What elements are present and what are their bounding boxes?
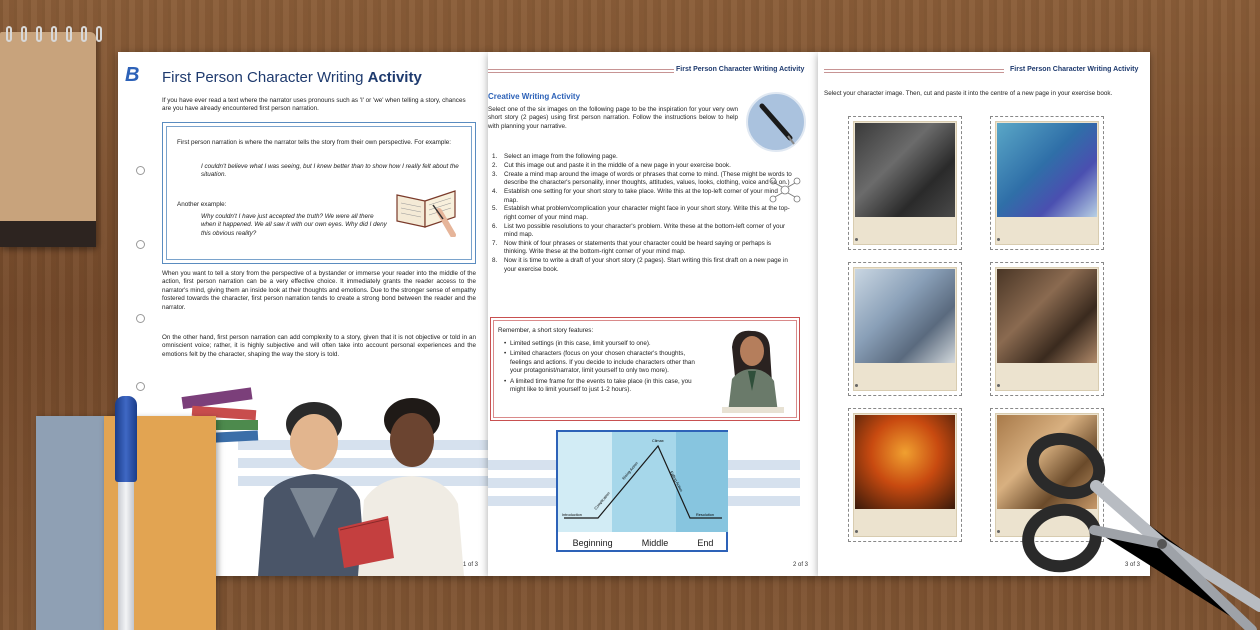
list-item: • Limited settings (in this case, limit yourself to one). (504, 340, 704, 348)
scissors-icon (1012, 426, 1260, 630)
arc-point-label: Falling Action (669, 470, 684, 493)
notebook-spiral (6, 26, 102, 42)
character-card-surgeon[interactable] (990, 116, 1104, 250)
punch-hole (136, 240, 145, 249)
page-number: 2 of 3 (792, 562, 808, 568)
pen-icon (746, 92, 806, 152)
punch-hole (136, 166, 145, 175)
another-example-label: Another example: (177, 201, 227, 208)
page-number: 3 of 3 (1124, 562, 1140, 568)
pen-cap (115, 396, 137, 482)
list-item: • A limited time frame for the events to take place (in this case, you might like to limit yourself to just 1-2 hours). (504, 378, 704, 395)
arc-label-end: End (697, 538, 714, 548)
punch-hole (136, 314, 145, 323)
paragraph-1: When you want to tell a story from the perspective of a bystander or immerse your reader into the middle of the action, first person narration can be a very effective choice. It immediately grants the reader access to the narrator's mind, giving them an inside look at their thoughts and emotions. Due to the stronger sense of empathy fostered towards the character, first person narration tends to create a strong bond between the reader and the narrator. (162, 270, 476, 311)
photo-surgeon (997, 123, 1097, 217)
page-number: 1 of 3 (462, 562, 478, 568)
list-item: 8. Now it is time to write a draft of your short story (2 pages). Start writing this first draft on a new page in your exercise book. (492, 257, 788, 273)
arc-point-label: Rising Action (621, 461, 639, 481)
header-rule (488, 69, 674, 73)
page-header: First Person Character Writing Activity (1010, 66, 1139, 73)
worksheet-page-2 (488, 52, 818, 576)
photo-firefighter (855, 415, 955, 509)
remember-title: Remember, a short story features: (498, 327, 594, 334)
header-rule (824, 69, 1004, 73)
photo-mechanic (855, 123, 955, 217)
example-quote-2: Why couldn't I have just accepted the truth? We were all there when it happened. We all saw it with our own eyes. Why did I deny this obvious reality? (201, 213, 387, 237)
list-item: • Limited characters (focus on your chosen character's thoughts, feelings and actions. If you decide to include characters other than your protagonist/narrator, limit yourself to only two more). (504, 350, 704, 375)
photo-barista (997, 269, 1097, 363)
example-box (162, 122, 476, 264)
story-arc-diagram (556, 430, 728, 552)
arc-label-beginning: Beginning (572, 538, 613, 548)
list-item: 4. Establish one setting for your short story to take place. Write this at the top-left corner of your mind map. (492, 188, 778, 204)
features-list (504, 340, 704, 396)
list-item: 2. Cut this image out and paste it in the middle of a new page in your exercise book. (492, 161, 731, 169)
remember-box (490, 317, 800, 421)
list-item: 7. Now think of four phrases or statements that your character could be heard saying or perhaps is thinking. Write these at the bottom-right corner of your mind map. (492, 240, 772, 256)
section-title: Creative Writing Activity (488, 92, 581, 101)
definition-text: First person narration is where the narrator tells the story from their own perspective. For example: (177, 139, 452, 146)
arc-label-middle: Middle (641, 538, 669, 548)
activity-intro: Select one of the six images on the following page to be the inspiration for your very own short story (2 pages) using first person narration. Follow the instructions below to help with planning your narrative. (488, 106, 738, 130)
writing-student-illustration (718, 327, 788, 417)
page-title: First Person Character Writing Activity (162, 69, 422, 86)
students-reading-illustration (228, 388, 478, 576)
list-item: 1. Select an image from the following page. (492, 153, 618, 160)
character-card-firefighter[interactable] (848, 408, 962, 542)
character-card-teacher[interactable] (848, 262, 962, 396)
brand-logo: B (125, 64, 140, 86)
open-book-icon (393, 181, 459, 237)
list-item: 3. Create a mind map around the image of words or phrases that come to mind. (These might be words to describe the character's personality, inner thoughts, attitudes, values, looks, clothing, voice and so on.) (492, 170, 792, 187)
punch-hole (136, 382, 145, 391)
page-header: First Person Character Writing Activity (676, 66, 805, 73)
photo-teacher (855, 269, 955, 363)
instruction-text: Select your character image. Then, cut and paste it into the centre of a new page in your exercise book. (824, 90, 1113, 97)
instruction-list (492, 153, 792, 275)
blue-book (36, 416, 114, 630)
example-quote-1: I couldn't believe what I was seeing, but I knew better than to show how I really felt about the situation. (201, 163, 459, 179)
list-item: 6. List two possible resolutions to your character's problem. Write these at the bottom-left corner of your mind map. (492, 222, 786, 239)
arc-point-label: Climax (652, 439, 664, 443)
list-item: 5. Establish what problem/complication your character might face in your short story. Write this at the top-right corner of your mind map. (492, 205, 790, 221)
paragraph-2: On the other hand, first person narration can add complexity to a story, given that it is not objective or told in an omniscient voice; rather, it is highly subjective and will often take into account personal experiences and the emotions felt by the character, shaping the way the story is told. (162, 334, 476, 358)
arc-point-label: Resolution (696, 513, 714, 517)
arc-point-label: Introduction (562, 513, 582, 517)
intro-text: If you have ever read a text where the narrator uses pronouns such as 'I' or 'we' when telling a story, chances are you have already encountered first person narration. (162, 97, 466, 113)
arc-point-label: Complication (593, 491, 611, 511)
spiral-notebook (0, 32, 96, 247)
character-card-mechanic[interactable] (848, 116, 962, 250)
character-card-barista[interactable] (990, 262, 1104, 396)
mind-map-icon (768, 176, 802, 204)
